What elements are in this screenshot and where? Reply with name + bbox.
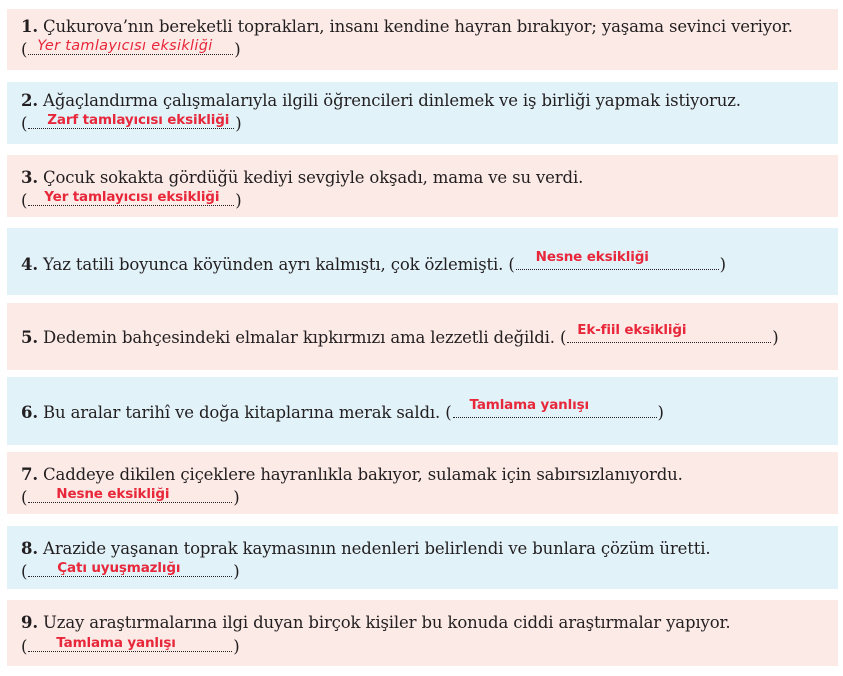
item-sentence: Çocuk sokakta gördüğü kediyi sevgiyle okşadı, mama ve su verdi.	[43, 168, 584, 187]
answer-text: Ek-fiil eksikliği	[577, 322, 687, 338]
item-number: 6.	[21, 403, 38, 422]
open-paren: (	[21, 40, 28, 59]
open-paren: (	[508, 255, 515, 274]
open-paren: (	[21, 637, 28, 656]
item-sentence: Bu aralar tarihî ve doğa kitaplarına merak saldı.	[43, 403, 441, 422]
answer-text: Tamlama yanlışı	[469, 397, 589, 413]
answer-text: Çatı uyuşmazlığı	[57, 560, 181, 576]
answer-text: Tamlama yanlışı	[56, 635, 176, 651]
item-sentence: Yaz tatili boyunca köyünden ayrı kalmıştı, çok özlemişti.	[43, 255, 504, 274]
answer-blank[interactable]	[28, 636, 232, 652]
item-sentence: Dedemin bahçesindeki elmalar kıpkırmızı ama lezzetli değildi.	[43, 328, 555, 347]
answer-blank[interactable]	[453, 397, 657, 418]
exercise-item-9	[7, 600, 838, 666]
open-paren: (	[21, 114, 28, 133]
close-paren: )	[233, 637, 240, 656]
exercise-item-1	[7, 9, 838, 70]
item-number: 7.	[21, 465, 38, 484]
answer-blank[interactable]	[567, 322, 771, 343]
answer-blank[interactable]	[516, 249, 719, 270]
close-paren: )	[234, 40, 241, 59]
item-number: 9.	[21, 613, 38, 632]
item-number: 4.	[21, 255, 38, 274]
answer-blank[interactable]	[28, 113, 234, 129]
close-paren: )	[233, 562, 240, 581]
item-sentence: Caddeye dikilen çiçeklere hayranlıkla bakıyor, sulamak için sabırsızlanıyordu.	[43, 465, 683, 484]
open-paren: (	[21, 562, 28, 581]
item-sentence: Arazide yaşanan toprak kaymasının nedenleri belirlendi ve bunlara çözüm üretti.	[43, 539, 711, 558]
answer-text: Yer tamlayıcısı eksikliği	[37, 38, 213, 54]
exercise-item-5	[7, 303, 838, 370]
exercise-item-4	[7, 228, 838, 295]
exercise-item-7	[7, 452, 838, 514]
item-sentence: Uzay araştırmalarına ilgi duyan birçok kişiler bu konuda ciddi araştırmalar yapıyor.	[43, 613, 731, 632]
answer-text: Zarf tamlayıcısı eksikliği	[47, 112, 230, 128]
item-number: 3.	[21, 168, 38, 187]
answer-blank[interactable]	[28, 487, 232, 503]
item-number: 2.	[21, 91, 38, 110]
item-sentence: Çukurova’nın bereketli toprakları, insanı kendine hayran bırakıyor; yaşama sevinci veriyor.	[43, 17, 793, 36]
close-paren: )	[719, 255, 726, 274]
item-number: 5.	[21, 328, 38, 347]
open-paren: (	[445, 403, 452, 422]
exercise-item-8	[7, 526, 838, 589]
answer-blank[interactable]	[28, 39, 233, 55]
answer-blank[interactable]	[28, 190, 234, 206]
exercise-item-2	[7, 82, 838, 144]
item-sentence: Ağaçlandırma çalışmalarıyla ilgili öğrencileri dinlemek ve iş birliği yapmak istiyoruz.	[43, 91, 741, 110]
close-paren: )	[772, 328, 779, 347]
answer-text: Yer tamlayıcısı eksikliği	[44, 189, 220, 205]
close-paren: )	[235, 191, 242, 210]
close-paren: )	[235, 114, 242, 133]
close-paren: )	[233, 488, 240, 507]
open-paren: (	[21, 488, 28, 507]
answer-blank[interactable]	[28, 561, 232, 577]
open-paren: (	[21, 191, 28, 210]
item-number: 1.	[21, 17, 38, 36]
answer-text: Nesne eksikliği	[56, 486, 170, 502]
open-paren: (	[560, 328, 567, 347]
answer-text: Nesne eksikliği	[535, 249, 649, 265]
item-number: 8.	[21, 539, 38, 558]
exercise-item-3	[7, 155, 838, 217]
exercise-item-6	[7, 377, 838, 445]
close-paren: )	[657, 403, 664, 422]
